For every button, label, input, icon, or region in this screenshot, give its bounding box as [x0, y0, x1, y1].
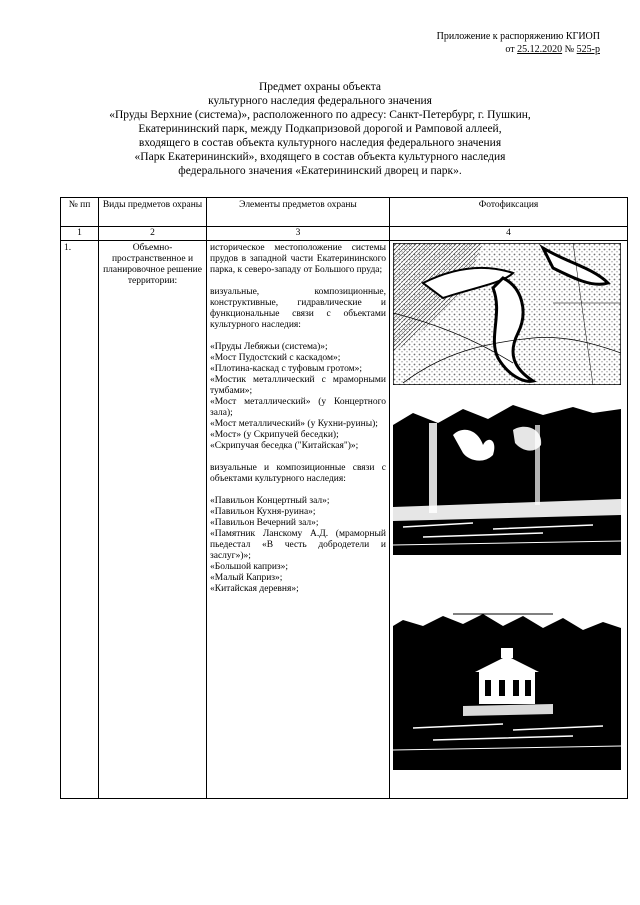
annex-no-sign: № [564, 44, 575, 55]
spacer [210, 331, 386, 342]
row-kind: Объемно-пространственное и планировочное решение территории: [99, 241, 207, 799]
element-item: «Павильон Кухня-руина»; [210, 507, 316, 517]
element-item: «Мост металлический» (у Кухни-руины); [210, 419, 378, 429]
header-kind: Виды предметов охраны [99, 198, 207, 227]
title-line: «Парк Екатерининский», входящего в состав объекта культурного наследия [134, 151, 506, 163]
park-pond-photo-icon [393, 395, 621, 555]
title-line: входящего в состав объекта культурного наследия федерального значения [138, 137, 502, 149]
col-number: 1 [61, 227, 99, 241]
pavilion-photo-icon [393, 610, 621, 770]
protection-table [60, 197, 628, 799]
spacer [210, 485, 386, 496]
element-item: «Большой каприз»; [210, 562, 289, 572]
annex-date: 25.12.2020 [517, 44, 563, 55]
row-elements [207, 241, 390, 799]
col-number: 4 [390, 227, 628, 241]
element-item: «Китайская деревня»; [210, 584, 299, 594]
title-line: федерального значения «Екатерининский дворец и парк». [178, 165, 462, 177]
annex-date-line [390, 43, 600, 56]
table-header-row [61, 198, 628, 227]
element-item: «Мост Пудостский с каскадом»; [210, 353, 341, 363]
element-item: «Скрипучая беседка ("Китайская")»; [210, 441, 359, 451]
element-item: визуальные, композиционные, конструктивные, гидравлические и функциональные связи с объектами культурного наследия: [210, 287, 386, 330]
col-number: 3 [207, 227, 390, 241]
title-line: Екатерининский парк, между Подкапризовой дорогой и Рамповой аллеей, [138, 123, 502, 135]
element-item: «Павильон Вечерний зал»; [210, 518, 319, 528]
title-line: Предмет охраны объекта [258, 81, 382, 93]
header-photo: Фотофиксация [390, 198, 628, 227]
element-item: историческое местоположение системы прудов в западной части Екатерининского парка, к северо-западу от Большого пруда; [210, 243, 386, 275]
map-photo-icon [393, 243, 621, 385]
annex-from: от [505, 44, 515, 55]
element-item: «Плотина-каскад с туфовым гротом»; [210, 364, 363, 374]
element-item: «Павильон Концертный зал»; [210, 496, 330, 506]
column-numbers-row [61, 227, 628, 241]
row-num: 1. [61, 241, 99, 799]
spacer [210, 452, 386, 463]
element-item: «Пруды Лебяжьи (система)»; [210, 342, 328, 352]
title-line: культурного наследия федерального значения [208, 95, 432, 107]
photo-cell [390, 241, 628, 799]
element-item: «Мостик металлический с мраморными тумбами»; [210, 375, 386, 396]
annex-number: 525-р [576, 44, 600, 55]
element-item: визуальные и композиционные связи с объектами культурного наследия: [210, 463, 386, 484]
annex-note [390, 30, 600, 56]
element-item: «Мост» (у Скрипучей беседки); [210, 430, 339, 440]
table-row [61, 241, 628, 799]
header-num: № пп [61, 198, 99, 227]
title-line: «Пруды Верхние (система)», расположенного по адресу: Санкт-Петербург, г. Пушкин, [109, 109, 531, 121]
col-number: 2 [99, 227, 207, 241]
spacer [210, 276, 386, 287]
element-item: «Малый Каприз»; [210, 573, 283, 583]
element-item: «Памятник Ланскому А.Д. (мраморный пьедестал «В честь добродетели и заслуг»)»; [210, 529, 386, 561]
header-elements: Элементы предметов охраны [207, 198, 390, 227]
annex-line1: Приложение к распоряжению КГИОП [436, 31, 600, 42]
document-title [60, 80, 580, 178]
element-item: «Мост металлический» (у Концертного зала); [210, 397, 386, 418]
